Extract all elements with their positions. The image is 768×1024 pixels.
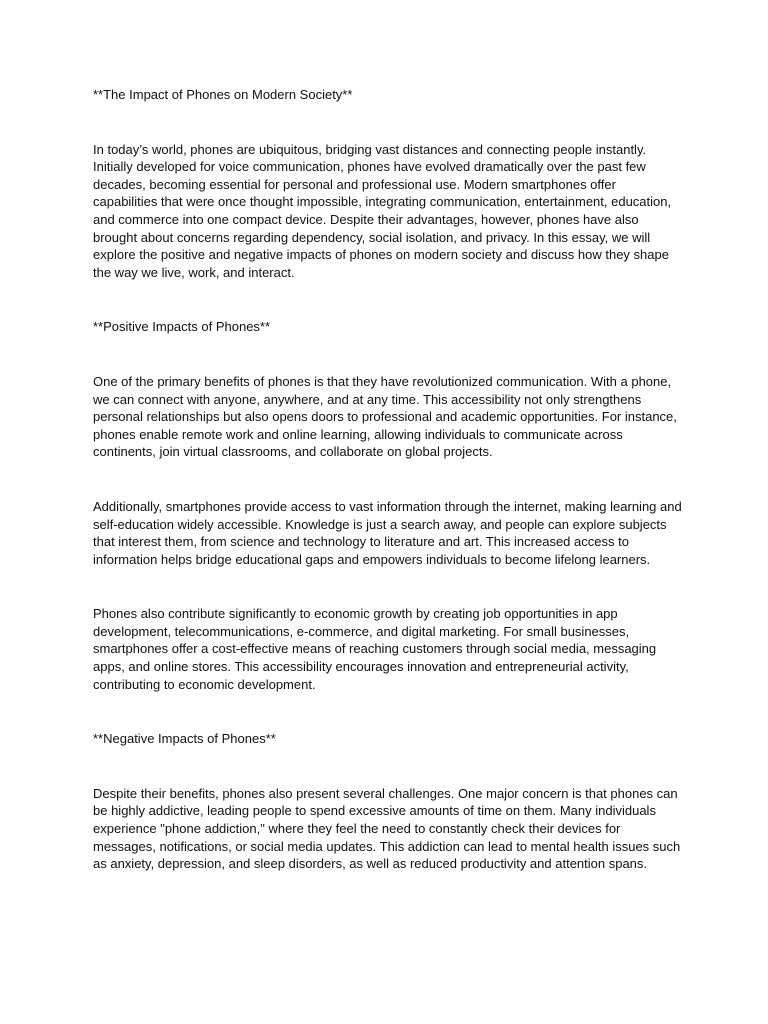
spacer [93,104,683,141]
spacer [93,281,683,318]
spacer [93,693,683,730]
spacer [93,336,683,373]
positive-impacts-heading: **Positive Impacts of Phones** [93,319,271,335]
document-title: **The Impact of Phones on Modern Society** [93,87,353,102]
spacer [93,461,683,498]
positive-paragraph-1: One of the primary benefits of phones is that they have revolutionized communication. With a phone, we can connect with anyone, anywhere, and at any time. This accessibility not only strengthens personal relationships but also opens doors to professional and academic opportunities. For instance, phones enable remote work and online learning, allowing individuals to communicate across continents, join virtual classrooms, and collaborate on global projects. [93,373,677,460]
spacer [93,748,683,785]
positive-paragraph-2: Additionally, smartphones provide access to vast information through the internet, making learning and self-education widely accessible. Knowledge is just a search away, and people can explore subjects that interest them, from science and technology to literature and art. This increased access to information helps bridge educational gaps and empowers individuals to become lifelong learners. [93,498,682,567]
spacer [93,568,683,605]
negative-paragraph-1: Despite their benefits, phones also present several challenges. One major concern is that phones can be highly addictive, leading people to spend excessive amounts of time on them. Many individuals experience "phone addiction," where they feel the need to constantly check their devices for messages, notifications, or social media updates. This addiction can lead to mental health issues such as anxiety, depression, and sleep disorders, as well as reduced productivity and attention spans. [93,785,681,872]
positive-paragraph-3: Phones also contribute significantly to economic growth by creating job opportunities in app development, telecommunications, e-commerce, and digital marketing. For small businesses, smartphones offer a cost-effective means of reaching customers through social media, messaging apps, and online stores. This accessibility encourages innovation and entrepreneurial activity, contributing to economic development. [93,606,657,692]
intro-paragraph: In today’s world, phones are ubiquitous, bridging vast distances and connecting people instantly. Initially developed for voice communication, phones have evolved dramatically over the past few decades, becoming essential for personal and professional use. Modern smartphones offer capabilities that were once thought impossible, integrating communication, entertainment, education, and commerce into one compact device. Despite their advantages, however, phones have also brought about concerns regarding dependency, social isolation, and privacy. In this essay, we will explore the positive and negative impacts of phones on modern society and discuss how they shape the way we live, work, and interact. [93,141,672,280]
negative-impacts-heading: **Negative Impacts of Phones** [93,731,276,747]
document-page [93,86,683,873]
